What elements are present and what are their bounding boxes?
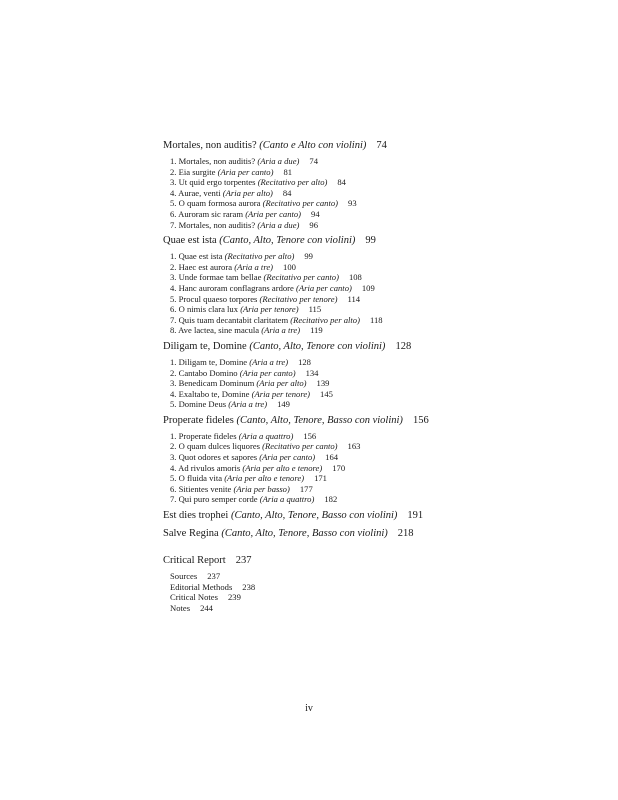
work-title-line [163, 233, 603, 248]
movement-item [170, 167, 603, 178]
critical-report-item [170, 571, 603, 582]
movement-title: 5. Domine Deus [170, 399, 227, 410]
movement-item [170, 494, 603, 505]
work-title: Mortales, non auditis? [163, 140, 257, 151]
movement-page: 177 [299, 483, 313, 494]
movement-title: 7. Quis tuam decantabit claritatem [170, 314, 289, 325]
movement-item [170, 220, 603, 231]
movement-form: (Aria per canto) [245, 208, 302, 219]
work-scoring: (Canto, Alto, Tenore, Basso con violini) [230, 510, 398, 522]
movement-form: (Recitativo per alto) [257, 177, 328, 188]
movement-list [170, 357, 603, 410]
movement-item [170, 389, 603, 400]
critical-report-item [170, 582, 603, 593]
movement-form: (Aria per canto) [296, 282, 352, 293]
movement-title: 2. Eia surgite [170, 166, 216, 177]
movement-title: 7. Mortales, non auditis? [170, 219, 256, 230]
work-page: 218 [397, 528, 414, 540]
movement-page: 134 [305, 367, 319, 378]
movement-title: 5. Procul quaeso torpores [170, 293, 258, 304]
movement-item [170, 441, 603, 452]
movement-form: (Aria per tenore) [240, 304, 299, 315]
movement-form: (Aria a tre) [228, 399, 268, 410]
movement-item [170, 431, 603, 442]
movement-page: 139 [316, 378, 330, 389]
movement-form: (Aria a tre) [261, 325, 301, 336]
movement-page: 81 [283, 166, 293, 177]
movement-item [170, 368, 603, 379]
movement-page: 100 [283, 261, 296, 272]
critical-report-list [170, 571, 603, 613]
movement-item [170, 357, 603, 368]
critical-report-title-line [163, 553, 603, 568]
movement-page: 109 [361, 282, 375, 293]
work-page: 74 [376, 140, 387, 151]
work-title: Quae est ista [163, 235, 217, 247]
movement-title: 2. O quam dulces liquores [170, 441, 260, 452]
movement-form: (Aria per canto) [217, 166, 274, 177]
movement-item [170, 294, 603, 305]
movement-item [170, 209, 603, 220]
critical-report-item [170, 603, 603, 614]
critical-report-item-page: 237 [207, 571, 221, 582]
critical-report-item-page: 239 [227, 592, 241, 603]
movement-item [170, 473, 603, 484]
movement-title: 3. Unde formae tam bellae [170, 272, 262, 283]
movement-item [170, 399, 603, 410]
movement-list [170, 156, 603, 230]
work-title-line [163, 526, 603, 541]
movement-form: (Aria per tenore) [251, 388, 311, 399]
critical-report-item-page: 244 [200, 602, 213, 613]
movement-title: 2. Haec est aurora [170, 261, 233, 272]
movement-item [170, 272, 603, 283]
work-page: 128 [395, 340, 412, 352]
movement-title: 7. Qui puro semper corde [170, 494, 258, 505]
movement-title: 1. Properate fideles [170, 430, 237, 441]
movement-form: (Aria a quattro) [238, 430, 294, 441]
movement-form: (Aria per canto) [259, 452, 316, 463]
movement-item [170, 463, 603, 474]
movement-page: 108 [348, 272, 362, 283]
movement-list [170, 251, 603, 336]
movement-page: 115 [308, 304, 322, 315]
critical-report-item-title: Editorial Methods [170, 581, 233, 592]
movement-form: (Recitativo per canto) [262, 441, 338, 452]
movement-item [170, 251, 603, 262]
movement-form: (Aria a due) [257, 219, 300, 230]
movement-item [170, 304, 603, 315]
movement-form: (Recitativo per tenore) [259, 293, 338, 304]
movement-title: 5. O quam formosa aurora [170, 198, 261, 209]
work-title: Salve Regina [163, 528, 219, 540]
movement-form: (Recitativo per canto) [262, 198, 339, 209]
movement-page: 74 [309, 156, 318, 166]
movement-page: 93 [348, 198, 357, 209]
movement-form: (Aria per alto) [256, 378, 307, 389]
movement-form: (Aria per alto e tenore) [242, 462, 323, 473]
movement-form: (Recitativo per canto) [263, 272, 339, 283]
movement-title: 8. Ave lactea, sine macula [170, 325, 260, 336]
critical-report-item-title: Notes [170, 602, 191, 613]
movement-title: 3. Ut quid ergo torpentes [170, 177, 256, 188]
movement-page: 128 [298, 356, 311, 367]
work-title-line [163, 413, 603, 428]
movement-title: 4. Ad rivulos amoris [170, 462, 241, 473]
movement-title: 6. Auroram sic raram [170, 208, 244, 219]
movement-title: 1. Mortales, non auditis? [170, 156, 256, 166]
movement-page: 119 [310, 325, 323, 336]
movement-item [170, 484, 603, 495]
movement-item [170, 156, 603, 167]
movement-title: 6. O nimis clara lux [170, 304, 239, 315]
critical-report-item-page: 238 [242, 581, 256, 592]
movement-form: (Recitativo per alto) [290, 314, 360, 325]
movement-page: 182 [324, 494, 338, 505]
movement-page: 84 [337, 177, 346, 188]
critical-report-item-title: Critical Notes [170, 592, 218, 603]
critical-report [163, 553, 603, 613]
movement-page: 96 [309, 219, 318, 230]
movement-page: 94 [311, 208, 320, 219]
movement-title: 3. Benedicam Dominum [170, 378, 255, 389]
toc-work [163, 233, 603, 336]
movement-title: 4. Aurae, venti [170, 187, 221, 198]
movement-form: (Aria per basso) [233, 483, 290, 494]
page-number: iv [305, 703, 313, 714]
movement-title: 4. Exaltabo te, Domine [170, 388, 250, 399]
movement-page: 170 [332, 462, 346, 473]
movement-item [170, 452, 603, 463]
work-page: 99 [365, 235, 376, 247]
toc-work [163, 413, 603, 505]
work-title: Properate fideles [163, 414, 234, 426]
movement-item [170, 378, 603, 389]
movement-page: 118 [369, 314, 383, 325]
work-scoring: (Canto e Alto con violini) [259, 140, 367, 151]
movement-page: 84 [282, 187, 292, 198]
movement-form: (Aria a tre) [249, 356, 289, 367]
work-scoring: (Canto, Alto, Tenore, Basso con violini) [221, 528, 388, 540]
toc-work [163, 526, 603, 541]
movement-item [170, 177, 603, 188]
movement-form: (Aria per canto) [239, 367, 296, 378]
movement-page: 145 [320, 388, 333, 399]
movement-form: (Aria a quattro) [259, 494, 315, 505]
movement-page: 149 [277, 399, 290, 410]
movement-form: (Aria a due) [257, 156, 300, 166]
movement-page: 164 [325, 452, 339, 463]
movement-form: (Aria per alto e tenore) [224, 473, 305, 484]
table-of-contents [163, 138, 603, 613]
movement-item [170, 315, 603, 326]
movement-item [170, 198, 603, 209]
movement-item [170, 283, 603, 294]
work-page: 156 [412, 414, 429, 426]
movement-title: 1. Quae est ista [170, 251, 223, 262]
movement-item [170, 262, 603, 273]
critical-report-page: 237 [235, 555, 252, 567]
movement-page: 99 [304, 251, 313, 262]
movement-page: 171 [314, 473, 327, 484]
critical-report-item [170, 592, 603, 603]
movement-page: 156 [303, 430, 317, 441]
work-title: Diligam te, Domine [163, 340, 247, 352]
movement-item [170, 325, 603, 336]
work-title-line [163, 339, 603, 354]
critical-report-title: Critical Report [163, 555, 226, 567]
movement-item [170, 188, 603, 199]
movement-list [170, 431, 603, 505]
movement-page: 163 [347, 441, 361, 452]
work-title-line [163, 138, 603, 153]
work-scoring: (Canto, Alto, Tenore, Basso con violini) [236, 414, 403, 426]
toc-work [163, 508, 603, 523]
critical-report-item-title: Sources [170, 571, 198, 582]
work-scoring: (Canto, Alto, Tenore con violini) [219, 235, 356, 247]
movement-title: 1. Diligam te, Domine [170, 356, 248, 367]
toc-work [163, 339, 603, 410]
movement-title: 4. Hanc auroram conflagrans ardore [170, 282, 294, 293]
work-scoring: (Canto, Alto, Tenore con violini) [249, 340, 386, 352]
work-title: Est dies trophei [163, 510, 229, 522]
movement-title: 3. Quot odores et sapores [170, 452, 258, 463]
movement-page: 114 [347, 293, 361, 304]
movement-title: 2. Cantabo Domino [170, 367, 238, 378]
movement-form: (Aria a tre) [234, 261, 274, 272]
movement-title: 6. Sitientes venite [170, 483, 232, 494]
movement-title: 5. O fluida vita [170, 473, 223, 484]
work-page: 191 [407, 510, 424, 522]
movement-form: (Aria per alto) [222, 187, 273, 198]
toc-work [163, 138, 603, 230]
work-title-line [163, 508, 603, 523]
movement-form: (Recitativo per alto) [224, 251, 295, 262]
